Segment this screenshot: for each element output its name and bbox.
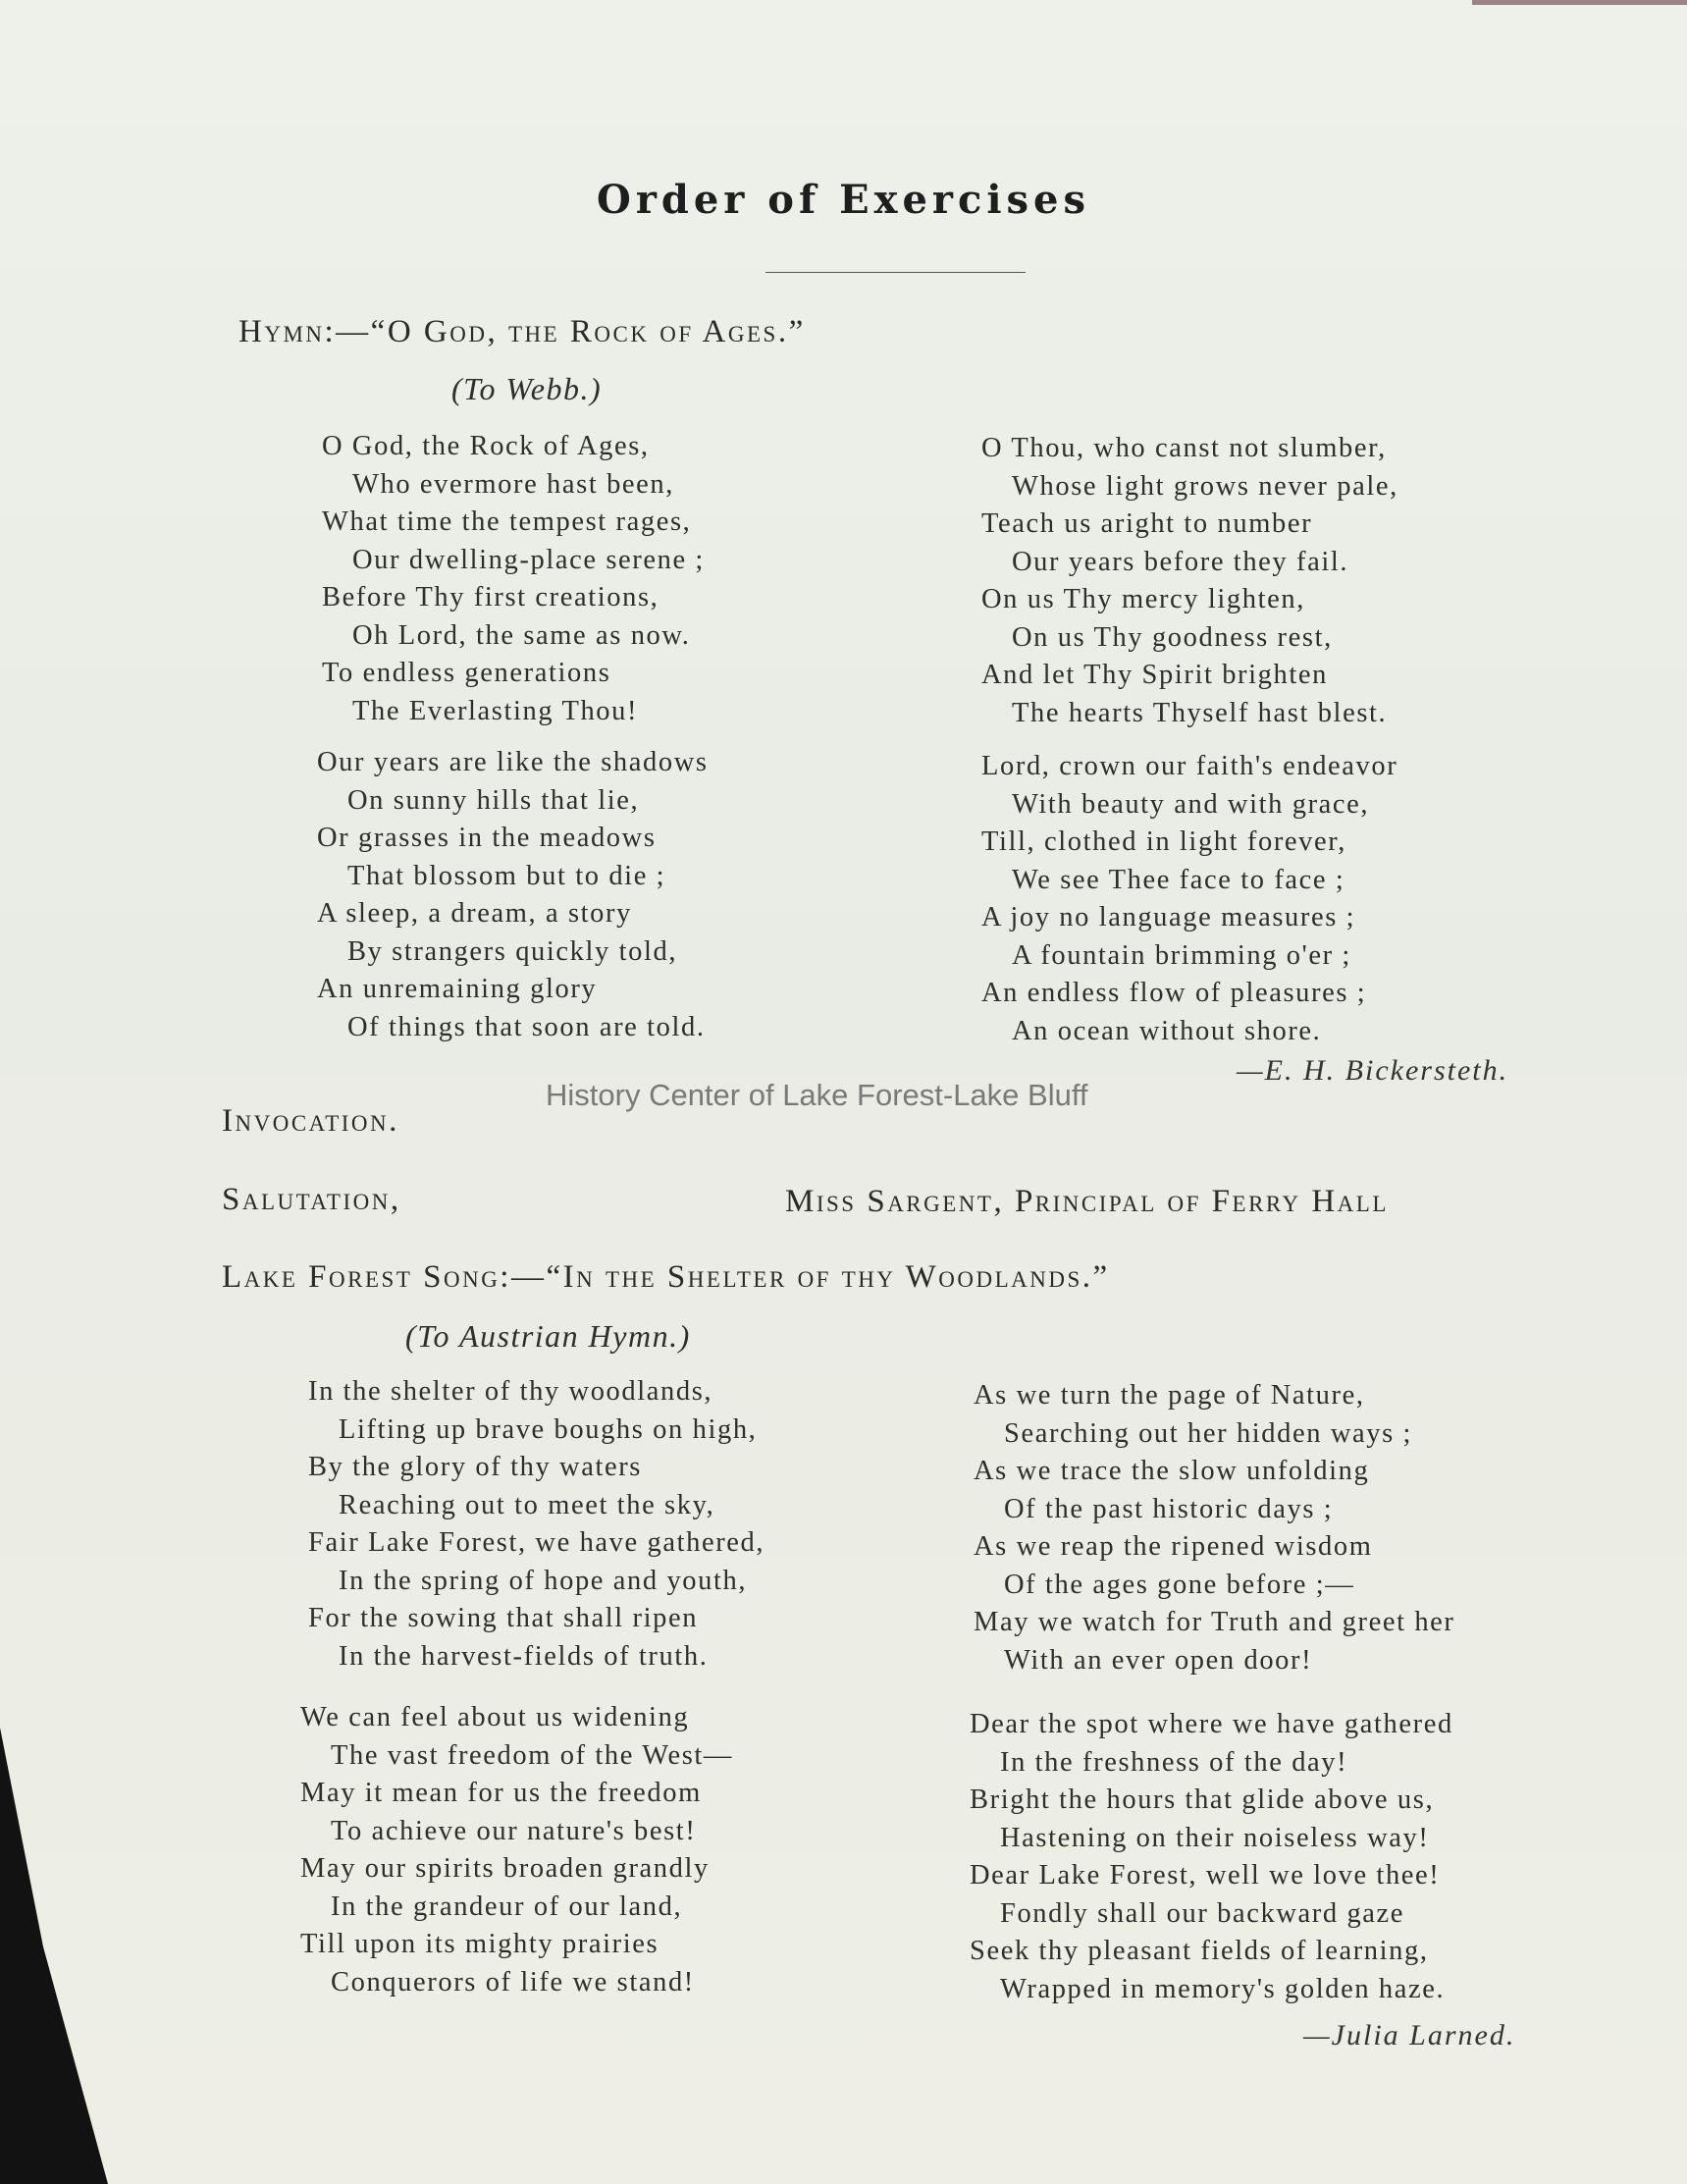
verse-line: As we reap the ripened wisdom bbox=[974, 1531, 1373, 1562]
verse-line: For the sowing that shall ripen bbox=[308, 1603, 699, 1633]
salutation-label: Salutation, bbox=[222, 1182, 401, 1217]
verse-line: May we watch for Truth and greet her bbox=[974, 1607, 1455, 1637]
verse-line: An ocean without shore. bbox=[1012, 1015, 1322, 1046]
archive-watermark: History Center of Lake Forest-Lake Bluff bbox=[546, 1078, 1088, 1112]
verse-line: Till, clothed in light forever, bbox=[981, 826, 1346, 857]
verse-line: Hastening on their noiseless way! bbox=[1000, 1822, 1430, 1853]
hymn-attribution: —E. H. Bickersteth. bbox=[1237, 1054, 1509, 1087]
verse-line: We see Thee face to face ; bbox=[1012, 864, 1345, 895]
hymn-stanza-4 bbox=[981, 748, 1397, 1050]
verse-line: Of the ages gone before ;— bbox=[1004, 1569, 1355, 1600]
verse-line: Who evermore hast been, bbox=[352, 468, 675, 500]
hymn-stanza-3 bbox=[981, 430, 1398, 732]
verse-line: Of things that soon are told. bbox=[347, 1011, 706, 1042]
verse-line: By strangers quickly told, bbox=[347, 935, 678, 967]
verse-line: Conquerors of life we stand! bbox=[331, 1966, 695, 1998]
verse-line: To achieve our nature's best! bbox=[331, 1815, 697, 1846]
verse-line: Our years before they fail. bbox=[1012, 546, 1349, 577]
verse-line: And let Thy Spirit brighten bbox=[981, 660, 1328, 690]
verse-line: Fondly shall our backward gaze bbox=[1000, 1897, 1405, 1929]
verse-line: The Everlasting Thou! bbox=[352, 695, 639, 726]
verse-line: We can feel about us widening bbox=[300, 1702, 690, 1732]
verse-line: In the shelter of thy woodlands, bbox=[308, 1376, 713, 1407]
hymn-stanza-2 bbox=[317, 744, 709, 1046]
song-heading: Lake Forest Song:—“In the Shelter of thy Woodlands.” bbox=[222, 1259, 1110, 1295]
verse-line: O Thou, who canst not slumber, bbox=[981, 433, 1387, 463]
verse-line: Seek thy pleasant fields of learning, bbox=[970, 1936, 1429, 1966]
verse-line: Our years are like the shadows bbox=[317, 747, 709, 777]
hymn-tune: (To Webb.) bbox=[451, 371, 603, 406]
verse-line: On sunny hills that lie, bbox=[347, 784, 640, 816]
verse-line: In the spring of hope and youth, bbox=[339, 1565, 748, 1596]
song-tune: (To Austrian Hymn.) bbox=[405, 1318, 691, 1354]
song-stanza-4 bbox=[970, 1706, 1453, 2008]
hymn-stanza-1 bbox=[322, 428, 705, 730]
verse-line: Teach us aright to number bbox=[981, 508, 1313, 539]
verse-line: Reaching out to meet the sky, bbox=[339, 1489, 715, 1520]
verse-line: Bright the hours that glide above us, bbox=[970, 1784, 1435, 1815]
salutation-speaker: Miss Sargent, Principal of Ferry Hall bbox=[785, 1184, 1389, 1219]
verse-line: As we turn the page of Nature, bbox=[974, 1380, 1365, 1411]
song-stanza-1 bbox=[308, 1373, 764, 1676]
verse-line: As we trace the slow unfolding bbox=[974, 1456, 1370, 1486]
verse-line: In the freshness of the day! bbox=[1000, 1746, 1348, 1778]
page-edge-shadow bbox=[1472, 0, 1687, 5]
verse-line: May it mean for us the freedom bbox=[300, 1778, 702, 1808]
title-divider bbox=[765, 272, 1026, 273]
verse-line: Dear Lake Forest, well we love thee! bbox=[970, 1860, 1441, 1891]
verse-line: Whose light grows never pale, bbox=[1012, 470, 1398, 502]
verse-line: Before Thy first creations, bbox=[322, 582, 659, 613]
verse-line: Wrapped in memory's golden haze. bbox=[1000, 1973, 1446, 2004]
hymn-heading: Hymn:—“O God, the Rock of Ages.” bbox=[238, 314, 806, 349]
verse-line: The hearts Thyself hast blest. bbox=[1012, 697, 1388, 728]
verse-line: Searching out her hidden ways ; bbox=[1004, 1417, 1413, 1449]
verse-line: In the grandeur of our land, bbox=[331, 1891, 683, 1922]
verse-line: Our dwelling-place serene ; bbox=[352, 544, 705, 575]
verse-line: The vast freedom of the West— bbox=[331, 1739, 734, 1771]
verse-line: On us Thy goodness rest, bbox=[1012, 621, 1333, 653]
invocation-heading: Invocation. bbox=[222, 1103, 399, 1139]
song-stanza-2 bbox=[300, 1699, 733, 2001]
verse-line: With beauty and with grace, bbox=[1012, 788, 1370, 820]
verse-line: By the glory of thy waters bbox=[308, 1452, 643, 1482]
page-corner-shadow bbox=[0, 1728, 108, 2184]
verse-line: O God, the Rock of Ages, bbox=[322, 431, 650, 461]
verse-line: Or grasses in the meadows bbox=[317, 823, 657, 853]
page-title: Order of Exercises bbox=[596, 177, 1091, 223]
verse-line: A fountain brimming o'er ; bbox=[1012, 939, 1351, 971]
verse-line: Oh Lord, the same as now. bbox=[352, 619, 691, 651]
song-attribution: —Julia Larned. bbox=[1303, 2019, 1516, 2051]
verse-line: Dear the spot where we have gathered bbox=[970, 1709, 1453, 1739]
verse-line: A joy no language measures ; bbox=[981, 902, 1356, 932]
verse-line: Of the past historic days ; bbox=[1004, 1493, 1334, 1524]
verse-line: Till upon its mighty prairies bbox=[300, 1929, 659, 1959]
verse-line: A sleep, a dream, a story bbox=[317, 898, 632, 929]
verse-line: What time the tempest rages, bbox=[322, 506, 692, 537]
verse-line: In the harvest-fields of truth. bbox=[339, 1640, 709, 1672]
verse-line: To endless generations bbox=[322, 658, 611, 688]
verse-line: With an ever open door! bbox=[1004, 1644, 1313, 1676]
verse-line: Lord, crown our faith's endeavor bbox=[981, 751, 1398, 781]
verse-line: Fair Lake Forest, we have gathered, bbox=[308, 1527, 765, 1558]
verse-line: Lifting up brave boughs on high, bbox=[339, 1413, 758, 1445]
verse-line: An endless flow of pleasures ; bbox=[981, 978, 1367, 1008]
verse-line: An unremaining glory bbox=[317, 974, 598, 1004]
verse-line: May our spirits broaden grandly bbox=[300, 1853, 710, 1884]
song-stanza-3 bbox=[974, 1377, 1455, 1679]
verse-line: That blossom but to die ; bbox=[347, 860, 666, 891]
verse-line: On us Thy mercy lighten, bbox=[981, 584, 1305, 614]
